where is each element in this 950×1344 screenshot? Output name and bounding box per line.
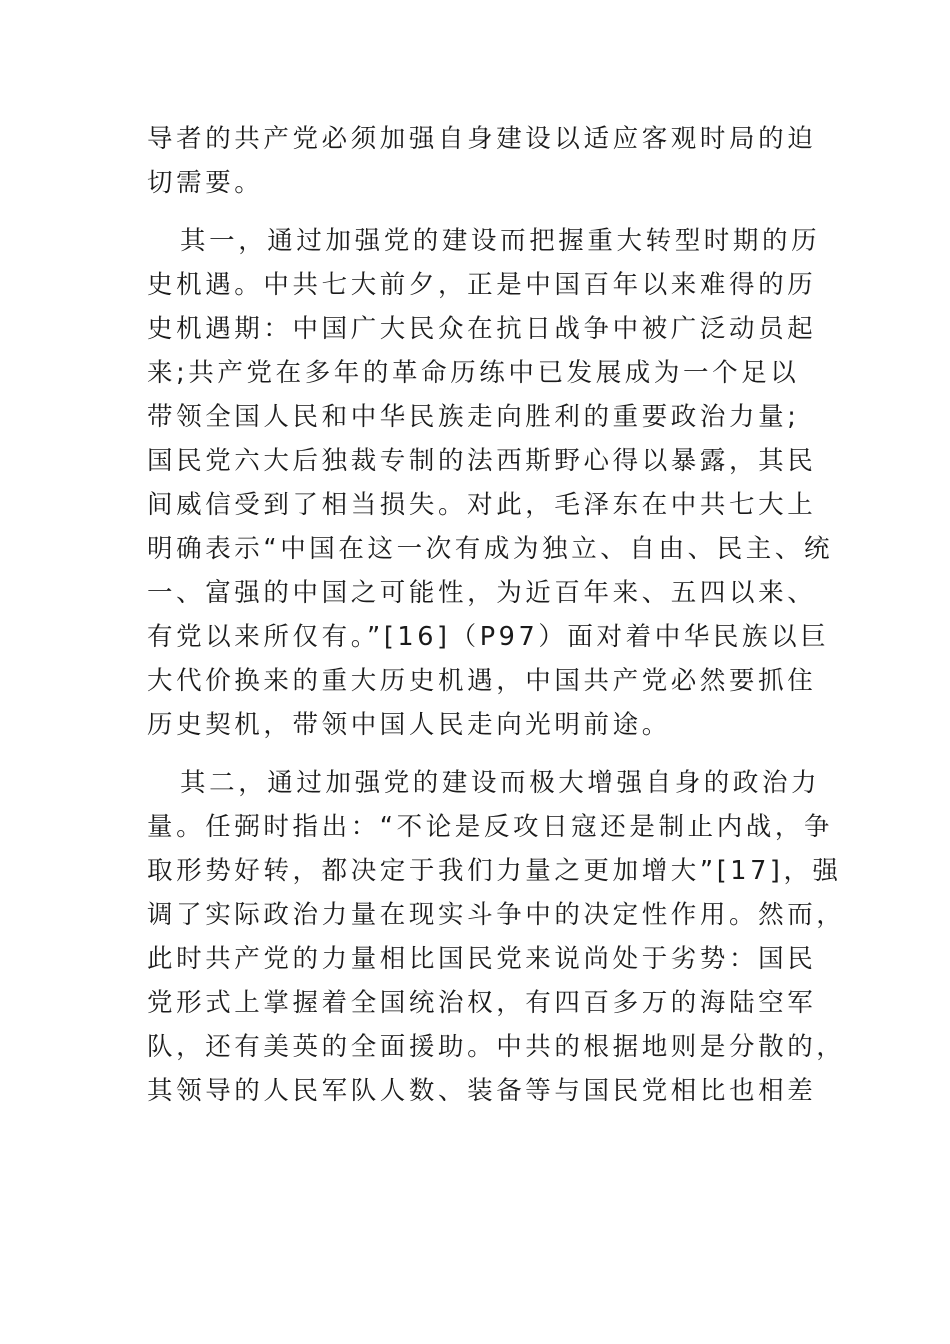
text-line: 史机遇。中共七大前夕，正是中国百年以来难得的历 bbox=[147, 270, 817, 300]
text-line: 其二，通过加强党的建设而极大增强自身的政治力 bbox=[180, 768, 821, 798]
text-line: 党形式上掌握着全国统治权，有四百多万的海陆空军 bbox=[147, 988, 817, 1018]
text-line: 有党以来所仅有。”[16]（P97）面对着中华民族以巨 bbox=[147, 622, 830, 652]
text-line: 导者的共产党必须加强自身建设以适应客观时局的迫 bbox=[147, 124, 817, 154]
text-line: 带领全国人民和中华民族走向胜利的重要政治力量; bbox=[147, 402, 800, 432]
text-line: 国民党六大后独裁专制的法西斯野心得以暴露，其民 bbox=[147, 446, 817, 476]
text-line: 调了实际政治力量在现实斗争中的决定性作用。然而， bbox=[147, 900, 846, 930]
text-line: 量。任弼时指出：“不论是反攻日寇还是制止内战，争 bbox=[147, 812, 834, 842]
text-line: 历史契机，带领中国人民走向光明前途。 bbox=[147, 710, 671, 740]
text-line: 其领导的人民军队人数、装备等与国民党相比也相差 bbox=[147, 1076, 817, 1106]
text-line: 取形势好转，都决定于我们力量之更加增大”[17]，强 bbox=[147, 856, 842, 886]
text-line: 大代价换来的重大历史机遇，中国共产党必然要抓住 bbox=[147, 666, 817, 696]
text-line: 切需要。 bbox=[147, 168, 264, 198]
text-line: 此时共产党的力量相比国民党来说尚处于劣势：国民 bbox=[147, 944, 817, 974]
text-line: 明确表示“中国在这一次有成为独立、自由、民主、统 bbox=[147, 534, 834, 564]
text-line: 队，还有美英的全面援助。中共的根据地则是分散的， bbox=[147, 1032, 846, 1062]
text-line: 一、富强的中国之可能性，为近百年来、五四以来、 bbox=[147, 578, 817, 608]
text-line: 间威信受到了相当损失。对此，毛泽东在中共七大上 bbox=[147, 490, 817, 520]
text-line: 来;共产党在多年的革命历练中已发展成为一个足以 bbox=[147, 358, 800, 388]
text-line: 史机遇期：中国广大民众在抗日战争中被广泛动员起 bbox=[147, 314, 817, 344]
text-line: 其一，通过加强党的建设而把握重大转型时期的历 bbox=[180, 226, 821, 256]
